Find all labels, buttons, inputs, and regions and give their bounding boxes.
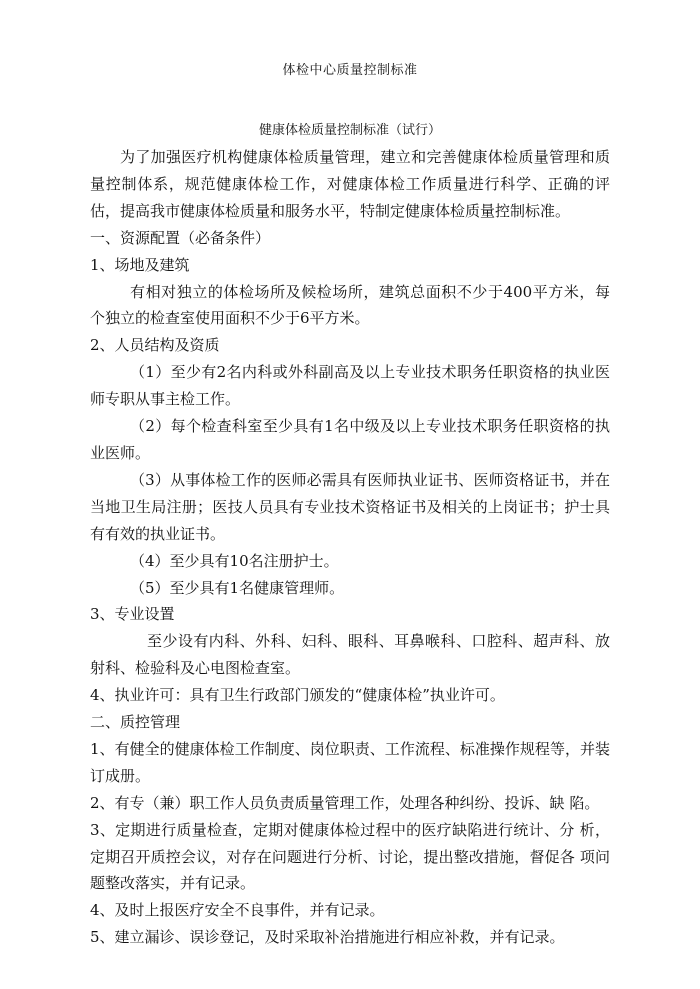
section2-heading: 二、质控管理 xyxy=(90,713,181,732)
document-body xyxy=(90,144,610,951)
section1-item2-sub4: （4）至少具有10名注册护士。 xyxy=(130,551,339,570)
section1-item4-text: 4、执业许可：具有卫生行政部门颁发的“健康体检”执业许可。 xyxy=(90,686,505,705)
section1-item3-text: 至少设有内科、外科、妇科、眼科、耳鼻喉科、口腔科、超声科、放 射科、检验科及心电图检查室。 xyxy=(90,632,610,678)
section1-item2-heading: 2、人员结构及资质 xyxy=(90,336,220,355)
section2-item2: 2、有专（兼）职工作人员负责质量管理工作，处理各种纠纷、投诉、缺 陷。 xyxy=(90,793,600,812)
section2-item4: 4、及时上报医疗安全不良事件，并有记录。 xyxy=(90,901,385,920)
section1-item1-heading: 1、场地及建筑 xyxy=(90,255,190,274)
document-title: 体检中心质量控制标准 xyxy=(282,63,418,78)
document-subtitle: 健康体检质量控制标准（试行） xyxy=(258,123,441,138)
section2-item5: 5、建立漏诊、误诊登记，及时采取补治措施进行相应补救，并有记录。 xyxy=(90,928,565,947)
section2-item3: 3、定期进行质量检查，定期对健康体检过程中的医疗缺陷进行统计、分 析，定期召开质控会议，对存在问题进行分析、讨论，提出整改措施，督促各 项问题整改落实，并有记录。 xyxy=(90,820,610,893)
section1-item2-sub3: （3）从事体检工作的医师必需具有医师执业证书、医师资格证书，并在 当地卫生局注册；医技人员具有专业技术资格证书及相关的上岗证书；护士具 有有效的执业证书。 xyxy=(90,470,610,543)
section1-item2-sub1: （1）至少有2名内科或外科副高及以上专业技术职务任职资格的执业医 师专职从事主检工作。 xyxy=(90,363,610,409)
section1-heading: 一、资源配置（必备条件） xyxy=(90,228,271,247)
intro-paragraph: 为了加强医疗机构健康体检质量管理，建立和完善健康体检质量管理和质 量控制体系，规范健康体检工作，对健康体检工作质量进行科学、正确的评估，提高我市健康体检质量和服务水平，特制定健康体检质量控制标准。 xyxy=(90,148,610,220)
section1-item3-heading: 3、专业设置 xyxy=(90,605,175,624)
section1-item2-sub5: （5）至少具有1名健康管理师。 xyxy=(130,578,345,597)
section1-item1-text: 有相对独立的体检场所及候检场所，建筑总面积不少于400平方米，每 个独立的检查室使用面积不少于6平方米。 xyxy=(90,282,610,328)
section1-item2-sub2: （2）每个检查科室至少具有1名中级及以上专业技术职务任职资格的执 业医师。 xyxy=(90,417,610,462)
section2-item1: 1、有健全的健康体检工作制度、岗位职责、工作流程、标准操作规程等，并装订成册。 xyxy=(90,739,610,785)
